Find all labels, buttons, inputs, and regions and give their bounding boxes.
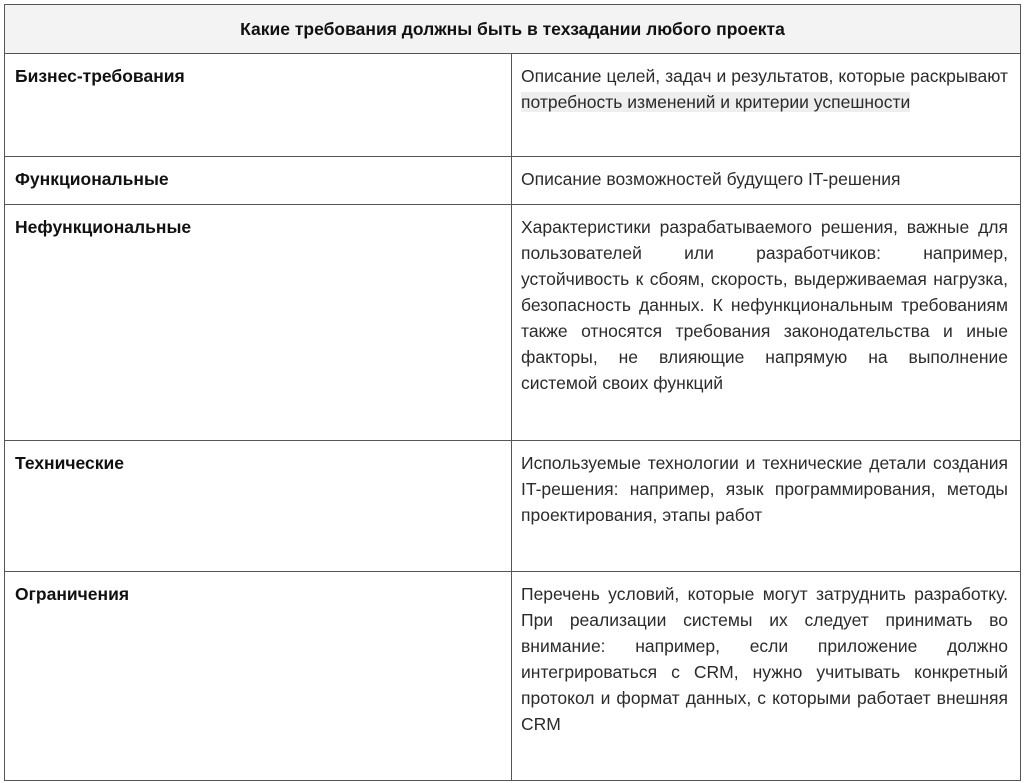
requirement-name: Бизнес-требования xyxy=(5,54,512,157)
highlighted-text: потребность изменений и критерии успешности xyxy=(521,92,911,112)
description-text: Описание целей, задач и результатов, которые раскрывают xyxy=(521,66,1008,86)
table-title: Какие требования должны быть в техзадании любого проекта xyxy=(5,5,1021,54)
requirements-table xyxy=(4,4,1021,781)
requirement-name: Технические xyxy=(5,441,512,572)
requirement-description: Характеристики разрабатываемого решения, важные для пользователей или разработчиков: например, устойчивость к сбоям, скорость, выдерживаемая нагрузка, безопасность данных. К нефункциональным требованиям также относятся требования законодательства и иные факторы, не влияющие напрямую на выполнение системой своих функций xyxy=(512,205,1021,441)
table-row xyxy=(5,157,1021,205)
requirement-description: Перечень условий, которые могут затруднить разработку. При реализации системы их следует принимать во внимание: например, если приложение должно интегрироваться с CRM, нужно учитывать конкретный протокол и формат данных, с которыми работает внешняя CRM xyxy=(512,572,1021,781)
table-row xyxy=(5,54,1021,157)
requirement-name: Нефункциональные xyxy=(5,205,512,441)
table-header-row xyxy=(5,5,1021,54)
requirement-description: Описание возможностей будущего IT-решения xyxy=(512,157,1021,205)
requirement-name: Функциональные xyxy=(5,157,512,205)
requirement-name: Ограничения xyxy=(5,572,512,781)
requirement-description xyxy=(512,54,1021,157)
table-row xyxy=(5,205,1021,441)
requirement-description: Используемые технологии и технические детали создания IT-решения: например, язык программирования, методы проектирования, этапы работ xyxy=(512,441,1021,572)
table-row xyxy=(5,441,1021,572)
table-row xyxy=(5,572,1021,781)
